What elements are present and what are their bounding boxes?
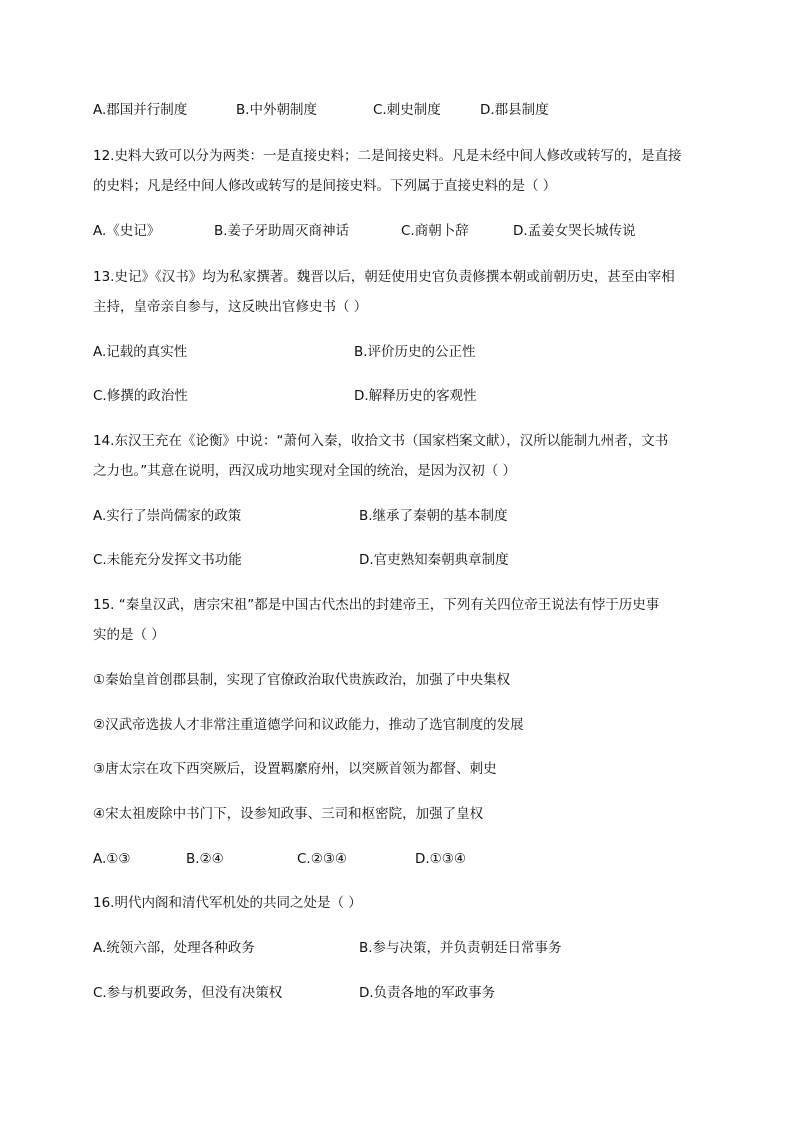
q13-option-a: A.记载的真实性: [93, 344, 188, 360]
q15-statement-2: ②汉武帝选拔人才非常注重道德学问和议政能力，推动了选官制度的发展: [93, 717, 524, 733]
q12-stem-line-2: 的史料；凡是经中间人修改或转写的是间接史料。下列属于直接史料的是（ ）: [93, 178, 557, 194]
q12-stem-line-1: 12.史料大致可以分为两类：一是直接史料；二是间接史料。凡是未经中间人修改或转写的，是直接: [93, 148, 682, 164]
q13-stem-line-2: 主持，皇帝亲自参与，这反映出官修史书（ ）: [93, 299, 368, 315]
q14-option-d: D.官吏熟知秦朝典章制度: [359, 552, 509, 568]
q16-option-d: D.负责各地的军政事务: [359, 985, 496, 1001]
q16-option-a: A.统领六部，处理各种政务: [93, 940, 255, 956]
q15-stem-line-1: 15. “秦皇汉武，唐宗宋祖”都是中国古代杰出的封建帝王，下列有关四位帝王说法有悖于历史事: [93, 597, 660, 613]
q14-stem-line-1: 14.东汉王充在《论衡》中说：“萧何入秦，收拾文书（国家档案文献），汉所以能制九州者，文书: [93, 433, 669, 449]
q16-option-c: C.参与机要政务，但没有决策权: [93, 985, 283, 1001]
q14-stem-line-2: 之力也。”其意在说明，西汉成功地实现对全国的统治，是因为汉初（ ）: [93, 463, 517, 479]
q15-option-c: C.②③④: [297, 851, 348, 867]
q13-option-b: B.评价历史的公正性: [354, 344, 476, 360]
q15-option-d: D.①③④: [415, 851, 466, 867]
q12-option-c: C.商朝卜辞: [401, 223, 469, 239]
q11-option-d: D.郡县制度: [480, 102, 549, 118]
q16-option-b: B.参与决策，并负责朝廷日常事务: [359, 940, 562, 956]
q12-option-a: A.《史记》: [93, 223, 161, 239]
q11-option-c: C.刺史制度: [373, 102, 441, 118]
q14-option-c: C.未能充分发挥文书功能: [93, 552, 242, 568]
q12-option-b: B.姜子牙助周灭商神话: [214, 223, 350, 239]
q14-option-b: B.继承了秦朝的基本制度: [359, 508, 508, 524]
q15-option-b: B.②④: [186, 851, 224, 867]
q15-option-a: A.①③: [93, 851, 131, 867]
q13-option-c: C.修撰的政治性: [93, 388, 188, 404]
q11-option-a: A.郡国并行制度: [93, 102, 188, 118]
q15-statement-3: ③唐太宗在攻下西突厥后，设置羁縻府州，以突厥首领为都督、刺史: [93, 761, 497, 777]
q13-option-d: D.解释历史的客观性: [354, 388, 477, 404]
q16-stem-line-1: 16.明代内阁和清代军机处的共同之处是（ ）: [93, 895, 362, 911]
q14-option-a: A.实行了崇尚儒家的政策: [93, 508, 242, 524]
q15-statement-1: ①秦始皇首创郡县制，实现了官僚政治取代贵族政治，加强了中央集权: [93, 672, 511, 688]
q12-option-d: D.孟姜女哭长城传说: [513, 223, 636, 239]
q13-stem-line-1: 13.史记》《汉书》均为私家撰著。魏晋以后，朝廷使用史官负责修撰本朝或前朝历史，甚至由宰相: [93, 269, 675, 285]
q11-option-b: B.中外朝制度: [236, 102, 318, 118]
q15-statement-4: ④宋太祖废除中书门下，设参知政事、三司和枢密院，加强了皇权: [93, 806, 484, 822]
q15-stem-line-2: 实的是（ ）: [93, 627, 165, 643]
